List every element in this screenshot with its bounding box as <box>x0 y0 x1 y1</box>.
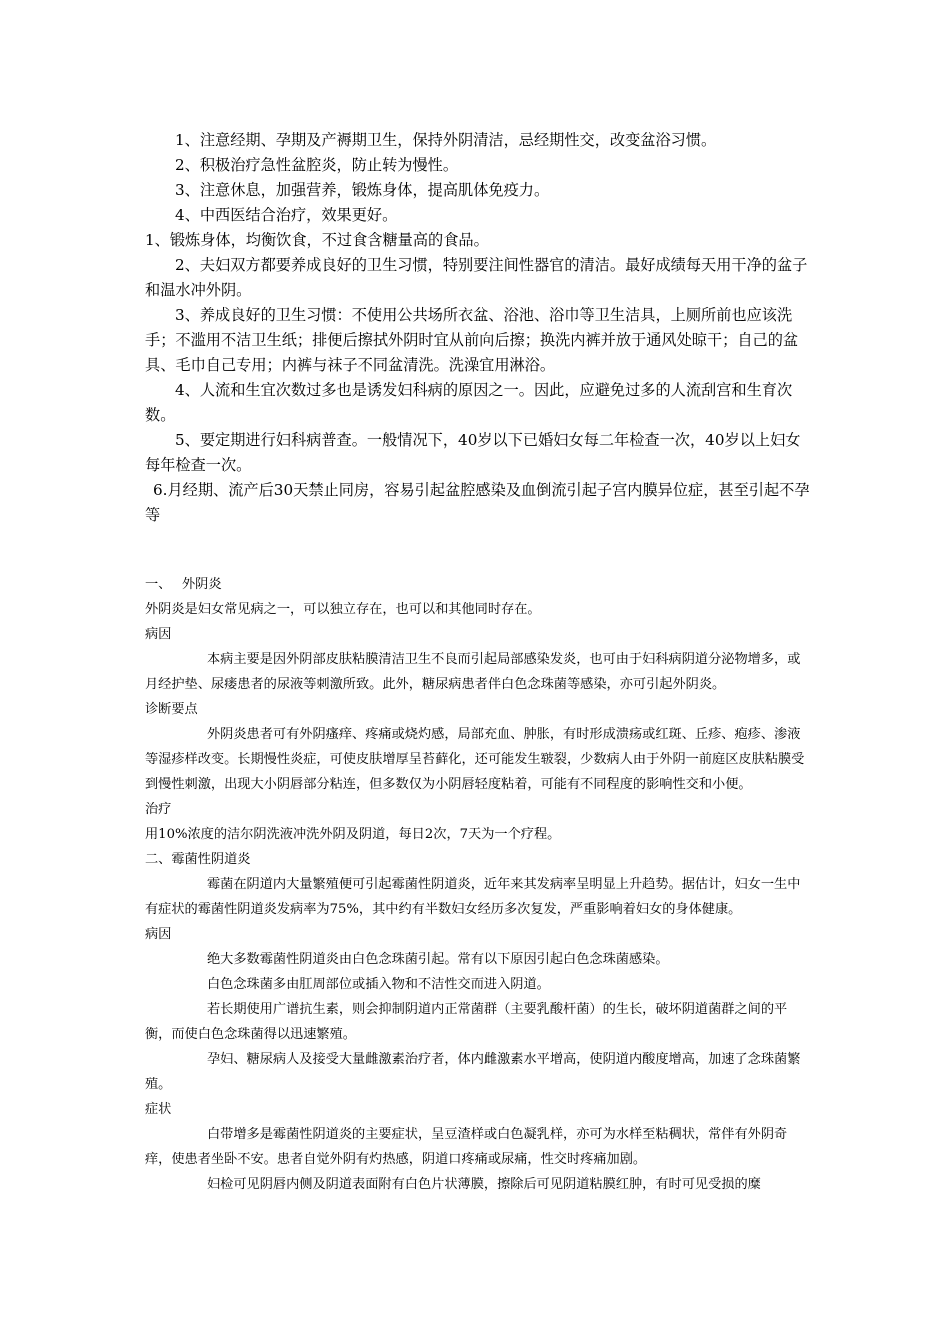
section2-symptom-paragraph: 白带增多是霉菌性阴道炎的主要症状，呈豆渣样或白色凝乳样，亦可为水样至粘稠状，常伴有外阴奇痒，使患者坐卧不安。患者自觉外阴有灼热感，阴道口疼痛或尿痛，性交时疼痛加剧。 <box>145 1127 788 1167</box>
prevention-section <box>145 128 810 528</box>
section2-cause-paragraph: 若长期使用广谱抗生素，则会抑制阴道内正常菌群（主要乳酸杆菌）的生长，破坏阴道菌群之间的平衡，而使白色念珠菌得以迅速繁殖。 <box>145 1002 788 1042</box>
section1-heading <box>145 572 810 597</box>
disease-section <box>145 572 810 1197</box>
section1-intro: 外阴炎是妇女常见病之一，可以独立存在，也可以和其他同时存在。 <box>145 602 541 617</box>
prevention-b-item: 5、要定期进行妇科病普查。一般情况下，40岁以下已婚妇女每二年检查一次，40岁以上妇女每年检查一次。 <box>145 431 801 474</box>
section2-intro: 霉菌在阴道内大量繁殖便可引起霉菌性阴道炎，近年来其发病率呈明显上升趋势。据估计，妇女一生中有症状的霉菌性阴道炎发病率为75%，其中约有半数妇女经历多次复发，严重影响着妇女的身体健康。 <box>145 877 801 917</box>
section1-cause-text: 本病主要是因外阴部皮肤粘膜清洁卫生不良而引起局部感染发炎，也可由于妇科病阴道分泌物增多，或月经护垫、尿瘘患者的尿液等刺激所致。此外，糖尿病患者伴白色念珠菌等感染，亦可引起外阴炎。 <box>145 652 801 692</box>
prevention-b-item: 3、养成良好的卫生习惯：不使用公共场所衣盆、浴池、浴巾等卫生洁具，上厕所前也应该洗手；不滥用不洁卫生纸；排便后擦拭外阴时宜从前向后擦；换洗内裤并放于通风处晾干；自己的盆具、毛巾自己专用；内裤与袜子不同盆清洗。洗澡宜用淋浴。 <box>145 306 799 374</box>
section1-number: 一、 <box>145 577 172 592</box>
section1-diagnosis-text: 外阴炎患者可有外阴瘙痒、疼痛或烧灼感，局部充血、肿胀，有时形成溃疡或红斑、丘疹、疱疹、渗液等湿疹样改变。长期慢性炎症，可使皮肤增厚呈苔藓化，还可能发生皲裂，少数病人由于外阴一前庭区皮肤粘膜受到慢性刺激，出现大小阴唇部分粘连，但多数仅为小阴唇轻度粘着，可能有不同程度的影响性交和小便。 <box>145 727 805 792</box>
section2-cause-paragraph: 孕妇、糖尿病人及接受大量雌激素治疗者，体内雌激素水平增高，使阴道内酸度增高，加速了念珠菌繁殖。 <box>145 1052 801 1092</box>
prevention-b-item: 4、人流和生宜次数过多也是诱发妇科病的原因之一。因此，应避免过多的人流刮宫和生育次数。 <box>145 381 793 424</box>
section1-treatment-heading: 治疗 <box>145 802 172 817</box>
section1-cause-heading: 病因 <box>145 627 172 642</box>
section2-cause-paragraph: 白色念珠菌多由肛周部位或插入物和不洁性交而进入阴道。 <box>207 977 550 992</box>
prevention-b-item: 1、锻炼身体，均衡饮食，不过食含糖量高的食品。 <box>145 231 489 249</box>
section2-title: 二、霉菌性阴道炎 <box>145 852 251 867</box>
prevention-a-item: 2、积极治疗急性盆腔炎，防止转为慢性。 <box>175 156 459 174</box>
prevention-b-item: 6.月经期、流产后30天禁止同房，容易引起盆腔感染及血倒流引起子宫内膜异位症，甚至引起不孕等 <box>145 481 810 524</box>
section2-cause-paragraph: 绝大多数霉菌性阴道炎由白色念珠菌引起。常有以下原因引起白色念珠菌感染。 <box>207 952 669 967</box>
prevention-b-item: 2、夫妇双方都要养成良好的卫生习惯，特别要注间性器官的清洁。最好成绩每天用干净的盆子和温水冲外阴。 <box>145 256 808 299</box>
section2-symptom-paragraph: 妇检可见阴唇内侧及阴道表面附有白色片状薄膜，擦除后可见阴道粘膜红肿，有时可见受损的糜 <box>207 1177 761 1192</box>
section1-treatment-text: 用10%浓度的洁尔阴洗液冲洗外阴及阴道，每日2次，7天为一个疗程。 <box>145 827 561 842</box>
prevention-a-item: 3、注意休息，加强营养，锻炼身体，提高肌体免疫力。 <box>175 181 550 199</box>
section1-title: 外阴炎 <box>182 577 222 592</box>
section2-cause-heading: 病因 <box>145 927 172 942</box>
section1-diagnosis-heading: 诊断要点 <box>145 702 198 717</box>
prevention-a-item: 1、注意经期、孕期及产褥期卫生，保持外阴清洁，忌经期性交，改变盆浴习惯。 <box>175 131 717 149</box>
section2-symptom-heading: 症状 <box>145 1102 172 1117</box>
prevention-a-item: 4、中西医结合治疗，效果更好。 <box>175 206 398 224</box>
